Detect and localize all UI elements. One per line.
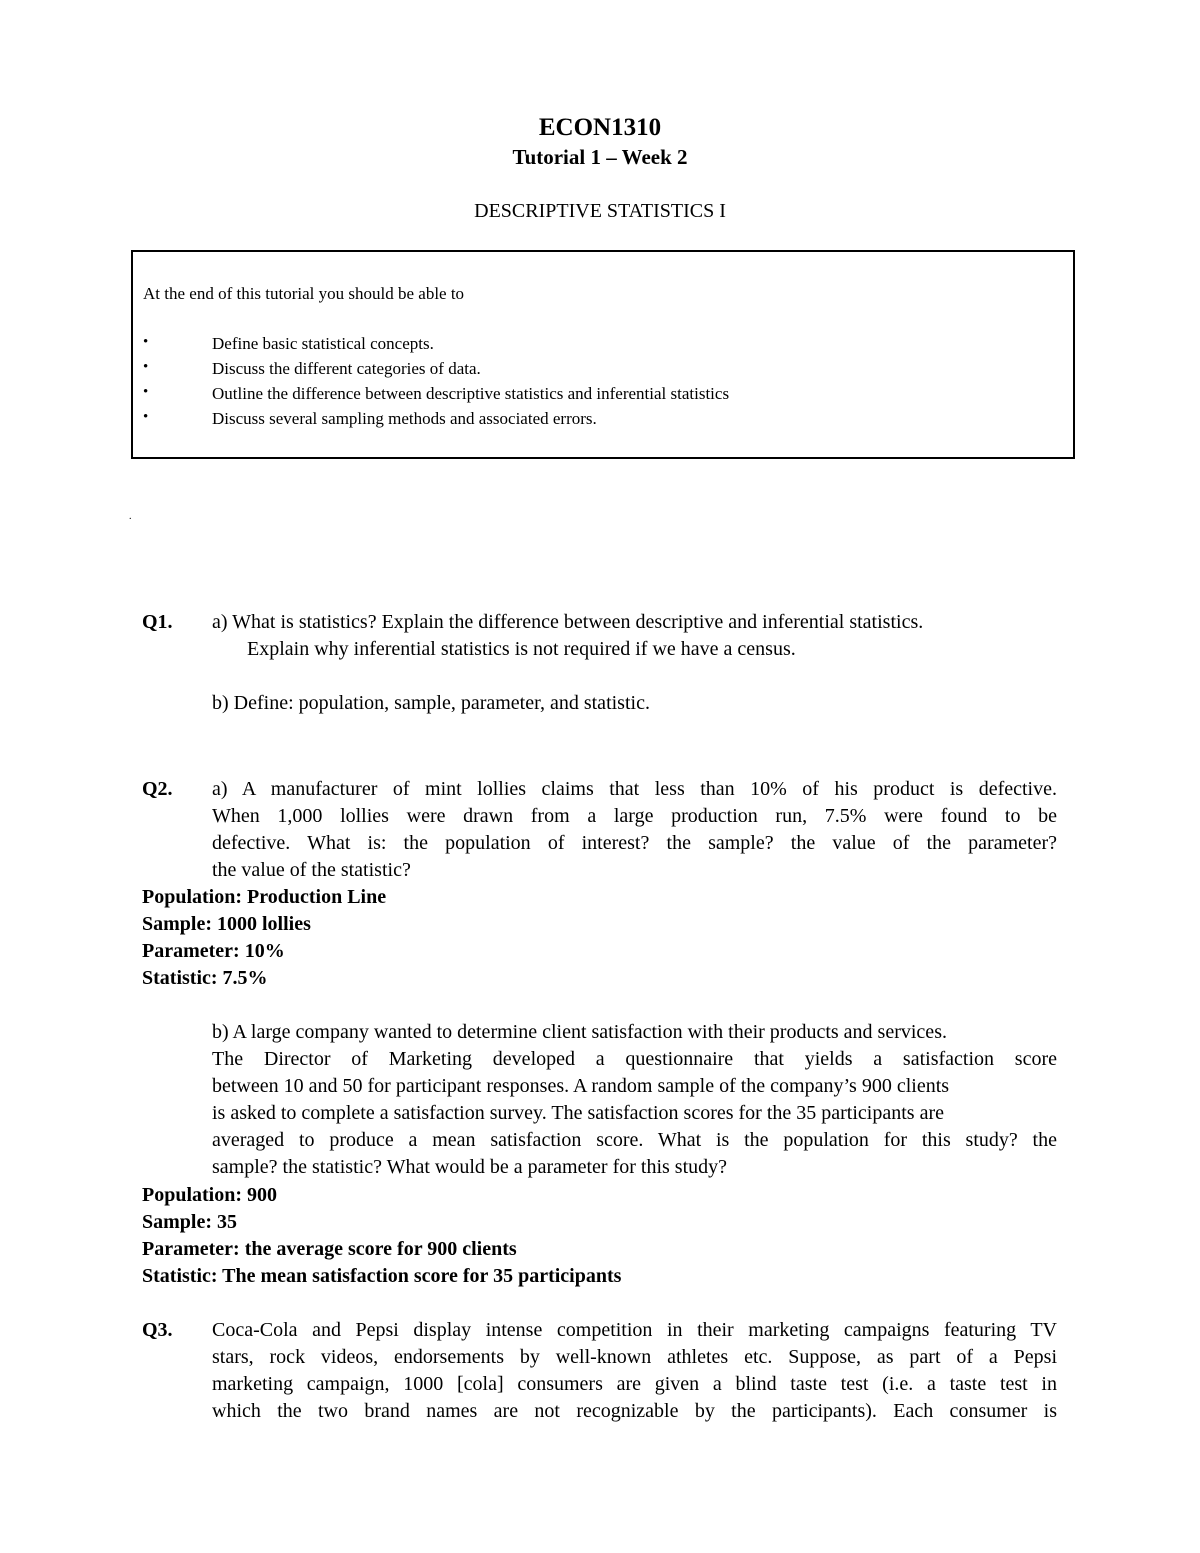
q2a-line: a) A manufacturer of mint lollies claims that less than 10% of his product is defective. [212,778,1057,800]
q2b-line: sample? the statistic? What would be a parameter for this study? [212,1156,728,1178]
bullet-icon: • [143,384,149,400]
tutorial-title: Tutorial 1 – Week 2 [512,145,688,169]
q2b-answer: Parameter: the average score for 900 clients [142,1238,517,1260]
q2a-line: defective. What is: the population of interest? the sample? the value of the parameter? [212,832,1057,854]
q2b-line: averaged to produce a mean satisfaction score. What is the population for this study? the [212,1129,1057,1151]
bullet-icon: • [143,359,149,375]
q2b-answer: Sample: 35 [142,1211,237,1233]
q2a-line: the value of the statistic? [212,859,411,881]
bullet-icon: • [143,409,149,425]
q2b-line: between 10 and 50 for participant responses. A random sample of the company’s 900 clients [212,1075,950,1097]
q2a-answer: Sample: 1000 lollies [142,913,311,935]
q2a-answer: Population: Production Line [142,886,387,908]
q2b-answer: Population: 900 [142,1184,278,1206]
objective-text: Discuss several sampling methods and associated errors. [212,409,597,428]
q2b-line: b) A large company wanted to determine client satisfaction with their products and services. [212,1021,947,1043]
objectives-intro: At the end of this tutorial you should be able to [143,284,465,303]
q3-line: Coca-Cola and Pepsi display intense competition in their marketing campaigns featuring TV [212,1319,1057,1341]
q2a-answer: Statistic: 7.5% [142,967,268,989]
q3-line: which the two brand names are not recognizable by the participants). Each consumer is [212,1400,1057,1422]
q1a-line: Explain why inferential statistics is not required if we have a census. [247,638,796,660]
q1a-line: a) What is statistics? Explain the difference between descriptive and inferential statistics. [212,611,924,633]
q3-line: stars, rock videos, endorsements by well-known athletes etc. Suppose, as part of a Pepsi [212,1346,1057,1368]
question-number-q2: Q2. [142,778,173,800]
q2a-line: When 1,000 lollies were drawn from a large production run, 7.5% were found to be [212,805,1057,827]
q2b-answer: Statistic: The mean satisfaction score for 35 participants [142,1265,622,1287]
objective-text: Define basic statistical concepts. [212,334,434,353]
q2b-line: The Director of Marketing developed a questionnaire that yields a satisfaction score [212,1048,1057,1070]
q1b-line: b) Define: population, sample, parameter, and statistic. [212,692,650,714]
course-code: ECON1310 [538,114,662,141]
objective-text: Outline the difference between descriptive statistics and inferential statistics [212,384,730,403]
bullet-icon: • [143,334,149,350]
objective-text: Discuss the different categories of data. [212,359,481,378]
q3-line: marketing campaign, 1000 [cola] consumers are given a blind taste test (i.e. a taste test in [212,1373,1057,1395]
q2a-answer: Parameter: 10% [142,940,285,962]
stray-mark: . [129,511,132,522]
topic-title: DESCRIPTIVE STATISTICS I [474,200,726,222]
question-number-q3: Q3. [142,1319,173,1341]
question-number-q1: Q1. [142,611,173,633]
objectives-box [131,250,1075,459]
q2b-line: is asked to complete a satisfaction survey. The satisfaction scores for the 35 participants are [212,1102,944,1124]
